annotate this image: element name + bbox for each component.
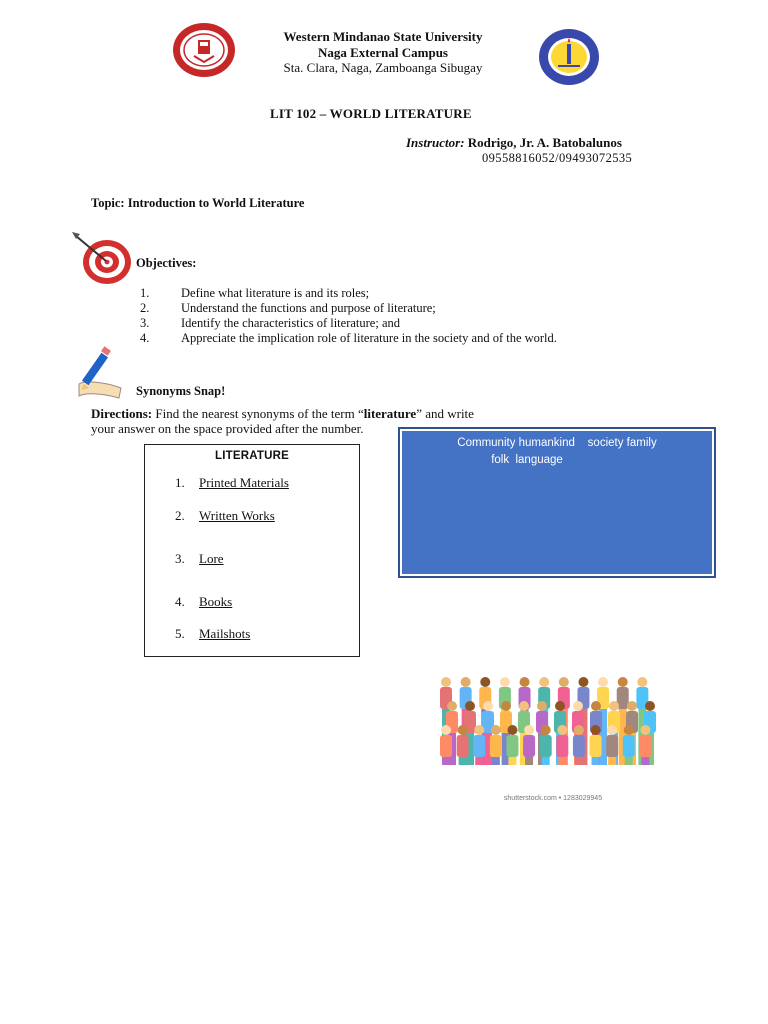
course-title: LIT 102 – WORLD LITERATURE <box>270 106 472 121</box>
answer-value: Printed Materials <box>199 475 289 490</box>
wmsu-logo <box>172 22 236 78</box>
topic-text: Introduction to World Literature <box>127 196 305 210</box>
target-icon <box>70 230 134 286</box>
pencil-icon <box>75 346 125 402</box>
directions-line-2: your answer on the space provided after the number. <box>91 421 364 436</box>
instructor-line <box>406 135 622 151</box>
answer-number: 2. <box>175 508 185 523</box>
answer-number: 4. <box>175 594 185 609</box>
objective-text: Define what literature is and its roles; <box>181 286 370 300</box>
topic-label: Topic: <box>91 196 125 210</box>
directions-line-1 <box>91 406 474 422</box>
directions-label: Directions: <box>91 406 153 421</box>
literature-answer-item <box>175 594 232 610</box>
word-bank-line-1: Community humankind society family <box>457 437 657 449</box>
objective-text: Appreciate the implication role of literature in the society and of the world. <box>181 331 557 345</box>
literature-answer-item <box>175 551 224 567</box>
answer-number: 5. <box>175 626 185 641</box>
objective-text: Identify the characteristics of literature; and <box>181 316 400 330</box>
campus-address: Sta. Clara, Naga, Zamboanga Sibugay <box>283 60 483 75</box>
literature-answer-item <box>175 626 250 642</box>
answer-value: Mailshots <box>199 626 251 641</box>
objective-item <box>140 286 557 301</box>
literature-answer-box <box>144 444 360 657</box>
synonyms-title: Synonyms Snap! <box>136 384 226 398</box>
objective-item <box>140 316 557 331</box>
answer-number: 3. <box>175 551 185 566</box>
image-credit: shutterstock.com • 1283029945 <box>503 795 603 802</box>
directions-term: literature <box>363 406 417 421</box>
instructor-phone: 09558816052/09493072535 <box>482 151 633 165</box>
objective-number: 1. <box>140 286 150 300</box>
word-bank-line-2: folk language <box>491 454 563 466</box>
objective-text: Understand the functions and purpose of literature; <box>181 301 436 315</box>
literature-answer-item <box>175 475 289 491</box>
answer-value: Books <box>199 594 233 609</box>
topic-line <box>91 196 304 211</box>
objective-item <box>140 331 557 346</box>
campus-name: Naga External Campus <box>317 45 448 60</box>
objective-number: 2. <box>140 301 150 315</box>
objective-item <box>140 301 557 316</box>
literature-box-title: LITERATURE <box>215 450 289 462</box>
crowd-illustration <box>432 666 676 790</box>
directions-text-part1: Find the nearest synonyms of the term “ <box>152 406 364 421</box>
directions-text-part2: ” and write <box>416 406 474 421</box>
objective-number: 4. <box>140 331 150 345</box>
word-bank-box <box>398 427 716 578</box>
college-logo <box>538 28 600 86</box>
instructor-name: Rodrigo, Jr. A. Batobalunos <box>467 135 622 150</box>
objectives-title: Objectives: <box>136 256 197 270</box>
answer-number: 1. <box>175 475 185 490</box>
answer-value: Written Works <box>199 508 275 523</box>
literature-answer-item <box>175 508 275 524</box>
instructor-label: Instructor: <box>406 135 465 150</box>
answer-value: Lore <box>199 551 224 566</box>
objectives-list <box>140 286 557 346</box>
university-name: Western Mindanao State University <box>283 29 483 44</box>
objective-number: 3. <box>140 316 150 330</box>
